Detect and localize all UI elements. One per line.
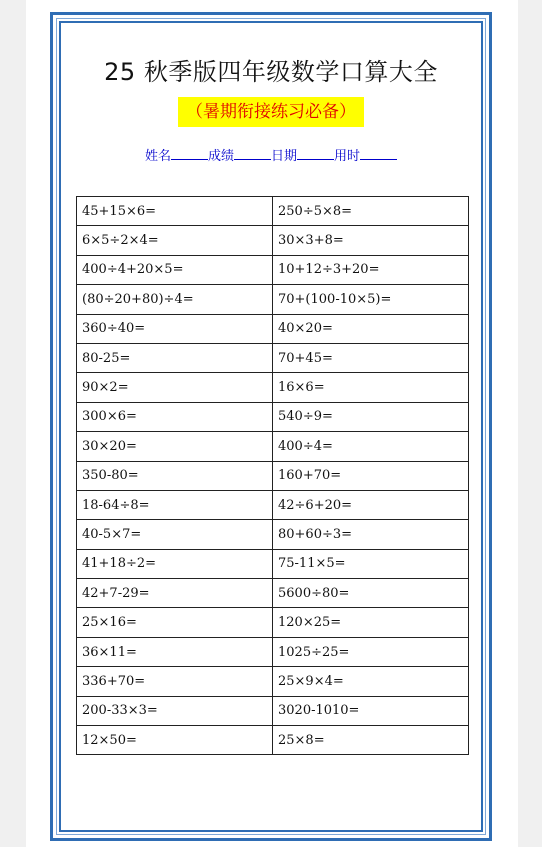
- table-row: [77, 579, 469, 608]
- table-row: [77, 255, 469, 284]
- table-row: [77, 432, 469, 461]
- problem-cell: 70+45=: [273, 343, 469, 372]
- problem-cell: 160+70=: [273, 461, 469, 490]
- table-row: [77, 402, 469, 431]
- problem-cell: 80+60÷3=: [273, 520, 469, 549]
- problem-cell: 300×6=: [77, 402, 273, 431]
- table-row: [77, 314, 469, 343]
- score-blank: [234, 147, 271, 160]
- problem-cell: 25×8=: [273, 726, 469, 755]
- score-label: 成绩: [207, 149, 234, 164]
- problem-cell: 75-11×5=: [273, 549, 469, 578]
- problem-cell: 70+(100-10×5)=: [273, 285, 469, 314]
- problem-cell: 120×25=: [273, 608, 469, 637]
- problem-cell: 45+15×6=: [77, 197, 273, 226]
- problem-cell: 12×50=: [77, 726, 273, 755]
- problem-cell: 18-64÷8=: [77, 490, 273, 519]
- table-row: [77, 285, 469, 314]
- table-row: [77, 197, 469, 226]
- problems-table: [76, 196, 469, 755]
- problem-cell: 360÷40=: [77, 314, 273, 343]
- problem-cell: 30×20=: [77, 432, 273, 461]
- table-row: [77, 490, 469, 519]
- problem-cell: 540÷9=: [273, 402, 469, 431]
- problem-cell: 30×3+8=: [273, 226, 469, 255]
- problem-cell: 6×5÷2×4=: [77, 226, 273, 255]
- table-row: [77, 696, 469, 725]
- time-blank: [360, 147, 397, 160]
- table-row: [77, 667, 469, 696]
- page-title: 25 秋季版四年级数学口算大全: [104, 58, 438, 86]
- problem-cell: 10+12÷3+20=: [273, 255, 469, 284]
- problem-cell: 40×20=: [273, 314, 469, 343]
- table-row: [77, 549, 469, 578]
- table-row: [77, 343, 469, 372]
- problem-cell: 400÷4+20×5=: [77, 255, 273, 284]
- name-label: 姓名: [144, 149, 171, 164]
- problem-cell: 42+7-29=: [77, 579, 273, 608]
- problem-cell: 40-5×7=: [77, 520, 273, 549]
- problem-cell: 250÷5×8=: [273, 197, 469, 226]
- date-label: 日期: [271, 149, 298, 164]
- name-blank: [171, 147, 208, 160]
- problem-cell: (80÷20+80)÷4=: [77, 285, 273, 314]
- problem-cell: 1025÷25=: [273, 637, 469, 666]
- table-row: [77, 373, 469, 402]
- problem-cell: 16×6=: [273, 373, 469, 402]
- table-row: [77, 608, 469, 637]
- student-info-line: [0, 145, 542, 164]
- table-row: [77, 637, 469, 666]
- problem-cell: 42÷6+20=: [273, 490, 469, 519]
- problem-cell: 350-80=: [77, 461, 273, 490]
- problem-cell: 41+18÷2=: [77, 549, 273, 578]
- problem-cell: 3020-1010=: [273, 696, 469, 725]
- table-row: [77, 461, 469, 490]
- date-blank: [297, 147, 334, 160]
- time-label: 用时: [334, 149, 361, 164]
- problem-cell: 200-33×3=: [77, 696, 273, 725]
- table-row: [77, 726, 469, 755]
- subtitle-container: [0, 97, 542, 127]
- problem-cell: 36×11=: [77, 637, 273, 666]
- page-subtitle: （暑期衔接练习必备）: [178, 97, 364, 127]
- table-row: [77, 520, 469, 549]
- problem-cell: 400÷4=: [273, 432, 469, 461]
- problem-cell: 25×16=: [77, 608, 273, 637]
- problem-cell: 80-25=: [77, 343, 273, 372]
- problem-cell: 25×9×4=: [273, 667, 469, 696]
- problem-cell: 336+70=: [77, 667, 273, 696]
- table-row: [77, 226, 469, 255]
- problem-cell: 90×2=: [77, 373, 273, 402]
- problem-cell: 5600÷80=: [273, 579, 469, 608]
